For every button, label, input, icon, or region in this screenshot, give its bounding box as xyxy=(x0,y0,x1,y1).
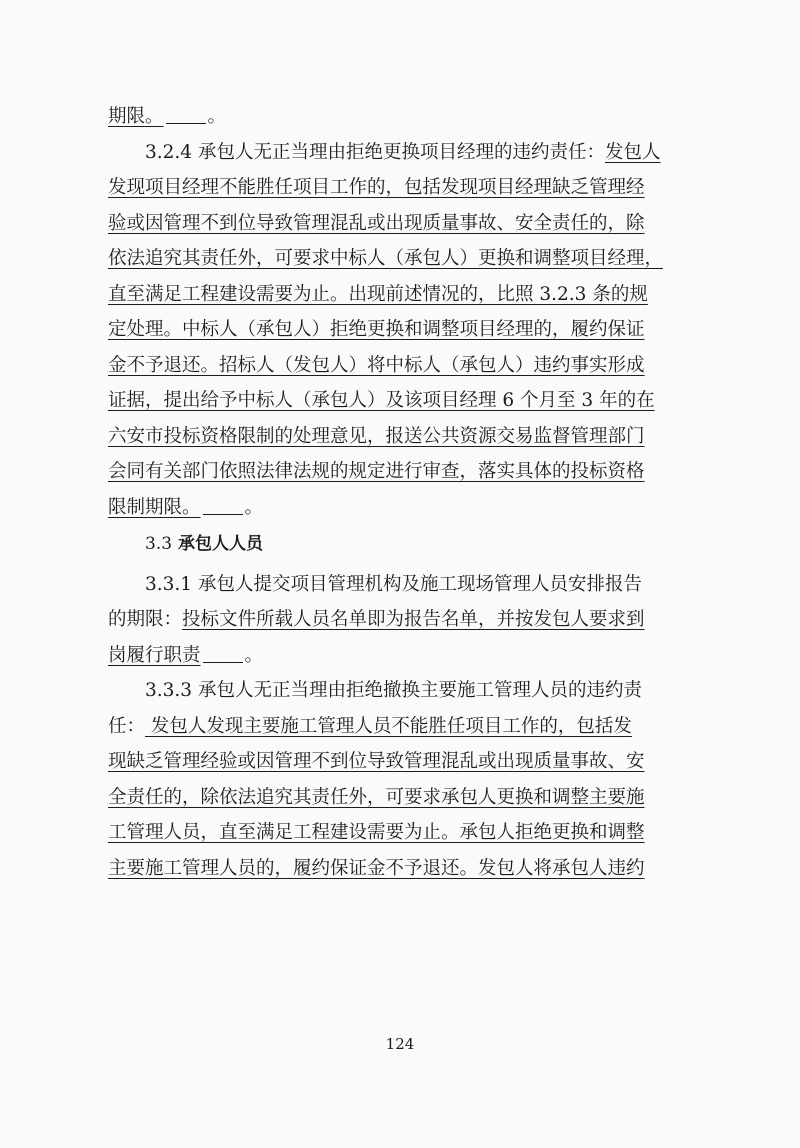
clause-3-3-3-line: 3.3.3 承包人无正当理由拒绝撤换主要施工管理人员的违约责 xyxy=(145,680,642,701)
text-line: 会同有关部门依照法律法规的规定进行审查，落实具体的投标资格 xyxy=(108,461,645,482)
text-line: 主要施工管理人员的，履约保证金不予退还。发包人将承包人违约 xyxy=(108,857,645,879)
text-line: 限制期限。 。 xyxy=(108,496,264,518)
text-line: 直至满足工程建设需要为止。出现前述情况的，比照 3.2.3 条的规 xyxy=(108,283,648,305)
text-line: 的期限：投标文件所载人员名单即为报告名单，并按发包人要求到 xyxy=(108,609,645,630)
text-line: 验或因管理不到位导致管理混乱或出现质量事故、安全责任的，除 xyxy=(108,212,645,234)
text-line: 证据，提出给予中标人（承包人）及该项目经理 6 个月至 3 年的在 xyxy=(108,390,655,411)
document-body xyxy=(108,99,692,886)
text-line: 定处理。中标人（承包人）拒绝更换和调整项目经理的，履约保证 xyxy=(108,319,645,340)
text-line: 发现项目经理不能胜任项目工作的，包括发现项目经理缺乏管理经 xyxy=(108,177,645,198)
text-line: 金不予退还。招标人（发包人）将中标人（承包人）违约事实形成 xyxy=(108,354,645,376)
blank-underline xyxy=(203,513,243,515)
page-number: 124 xyxy=(385,1035,415,1053)
text-line: 任： 发包人发现主要施工管理人员不能胜任项目工作的，包括发 xyxy=(108,715,632,737)
text-line: 期限。 。 xyxy=(108,106,227,127)
blank-underline xyxy=(166,122,206,124)
text-line: 岗履行职责 。 xyxy=(108,644,264,666)
text-line: 全责任的，除依法追究其责任外，可要求承包人更换和调整主要施 xyxy=(108,786,645,808)
clause-3-3-1-line: 3.3.1 承包人提交项目管理机构及施工现场管理人员安排报告 xyxy=(145,573,642,595)
section-number: 3.3 xyxy=(145,534,173,554)
text-line: 依法追究其责任外，可要求中标人（承包人）更换和调整项目经理， xyxy=(108,248,664,269)
clause-3-2-4-line: 3.2.4 承包人无正当理由拒绝更换项目经理的违约责任：发包人 xyxy=(145,141,661,163)
text-line: 现缺乏管理经验或因管理不到位导致管理混乱或出现质量事故、安 xyxy=(108,751,645,772)
text-line: 六安市投标资格限制的处理意见，报送公共资源交易监督管理部门 xyxy=(108,425,645,447)
blank-underline xyxy=(203,661,243,663)
text-line: 工管理人员，直至满足工程建设需要为止。承包人拒绝更换和调整 xyxy=(108,822,645,843)
section-title: 承包人人员 xyxy=(177,534,263,554)
section-heading xyxy=(108,527,692,563)
